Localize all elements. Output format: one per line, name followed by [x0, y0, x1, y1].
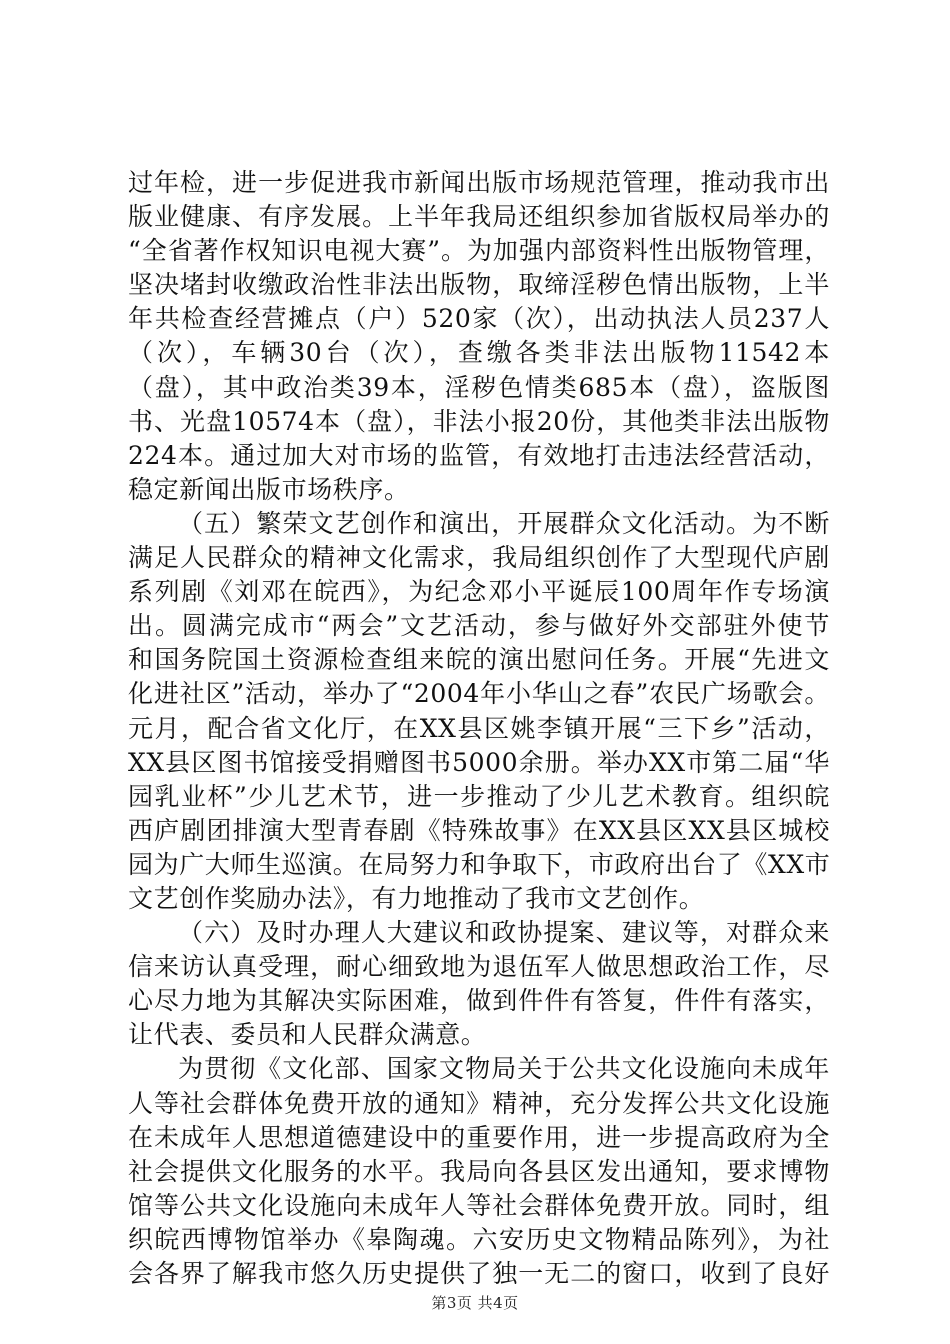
text-line: 和国务院国土资源检查组来皖的演出慰问任务。开展“先进文	[128, 645, 830, 675]
text-line: 文艺创作奖励办法》，有力地推动了我市文艺创作。	[128, 883, 705, 913]
text-line: 织皖西博物馆举办《皋陶魂。六安历史文物精品陈列》，为社	[128, 1224, 830, 1254]
text-line: （盘），其中政治类39本，淫秽色情类685本（盘），盗版图	[128, 372, 830, 402]
text-line: 化进社区”活动，举办了“2004年小华山之春”农民广场歌会。	[128, 679, 830, 709]
text-line: 让代表、委员和人民群众满意。	[128, 1020, 487, 1050]
page-number-footer: 第3页 共4页	[431, 1294, 519, 1312]
text-line: 园乳业杯”少儿艺术节，进一步推动了少儿艺术教育。组织皖	[128, 781, 830, 811]
text-line: 年共检查经营摊点（户）520家（次），出动执法人员237人	[128, 304, 830, 334]
paragraph-start-line: 为贯彻《文化部、国家文物局关于公共文化设施向未成年	[178, 1054, 830, 1084]
text-line: （次），车辆30台（次），查缴各类非法出版物11542本	[128, 338, 830, 368]
text-line: 心尽力地为其解决实际困难，做到件件有答复，件件有落实，	[128, 986, 830, 1016]
text-line: 出。圆满完成市“两会”文艺活动，参与做好外交部驻外使节	[128, 611, 830, 641]
text-line: 满足人民群众的精神文化需求，我局组织创作了大型现代庐剧	[128, 543, 830, 573]
text-line: 西庐剧团排演大型青春剧《特殊故事》在XX县区XX县区城校	[128, 815, 830, 845]
document-body	[128, 166, 830, 1291]
text-line: 书、光盘10574本（盘），非法小报20份，其他类非法出版物	[128, 406, 830, 436]
text-line: 人等社会群体免费开放的通知》精神，充分发挥公共文化设施	[128, 1088, 830, 1118]
text-line: 元月，配合省文化厅，在XX县区姚李镇开展“三下乡”活动，	[128, 713, 830, 743]
paragraph-start-line: （五）繁荣文艺创作和演出，开展群众文化活动。为不断	[178, 508, 830, 538]
text-line: XX县区图书馆接受捐赠图书5000余册。举办XX市第二届“华	[128, 747, 830, 777]
text-line: 在未成年人思想道德建设中的重要作用，进一步提高政府为全	[128, 1122, 830, 1152]
text-line: 系列剧《刘邓在皖西》，为纪念邓小平诞辰100周年作专场演	[128, 577, 830, 607]
text-line: 园为广大师生巡演。在局努力和争取下，市政府出台了《XX市	[128, 849, 831, 879]
paragraph-start-line: （六）及时办理人大建议和政协提案、建议等，对群众来	[178, 918, 830, 948]
text-line: 社会提供文化服务的水平。我局向各县区发出通知，要求博物	[128, 1156, 830, 1186]
text-line: 224本。通过加大对市场的监管，有效地打击违法经营活动，	[128, 440, 830, 470]
text-line: 馆等公共文化设施向未成年人等社会群体免费开放。同时，组	[128, 1190, 830, 1220]
text-line: 版业健康、有序发展。上半年我局还组织参加省版权局举办的	[128, 202, 830, 232]
text-line: 稳定新闻出版市场秩序。	[128, 474, 410, 504]
text-line: 过年检，进一步促进我市新闻出版市场规范管理，推动我市出	[128, 168, 830, 197]
text-line: 会各界了解我市悠久历史提供了独一无二的窗口，收到了良好	[128, 1259, 830, 1288]
text-line: 信来访认真受理，耐心细致地为退伍军人做思想政治工作，尽	[128, 952, 830, 982]
text-line: “全省著作权知识电视大赛”。为加强内部资料性出版物管理，	[128, 236, 830, 266]
text-line: 坚决堵封收缴政治性非法出版物，取缔淫秽色情出版物，上半	[128, 270, 830, 300]
